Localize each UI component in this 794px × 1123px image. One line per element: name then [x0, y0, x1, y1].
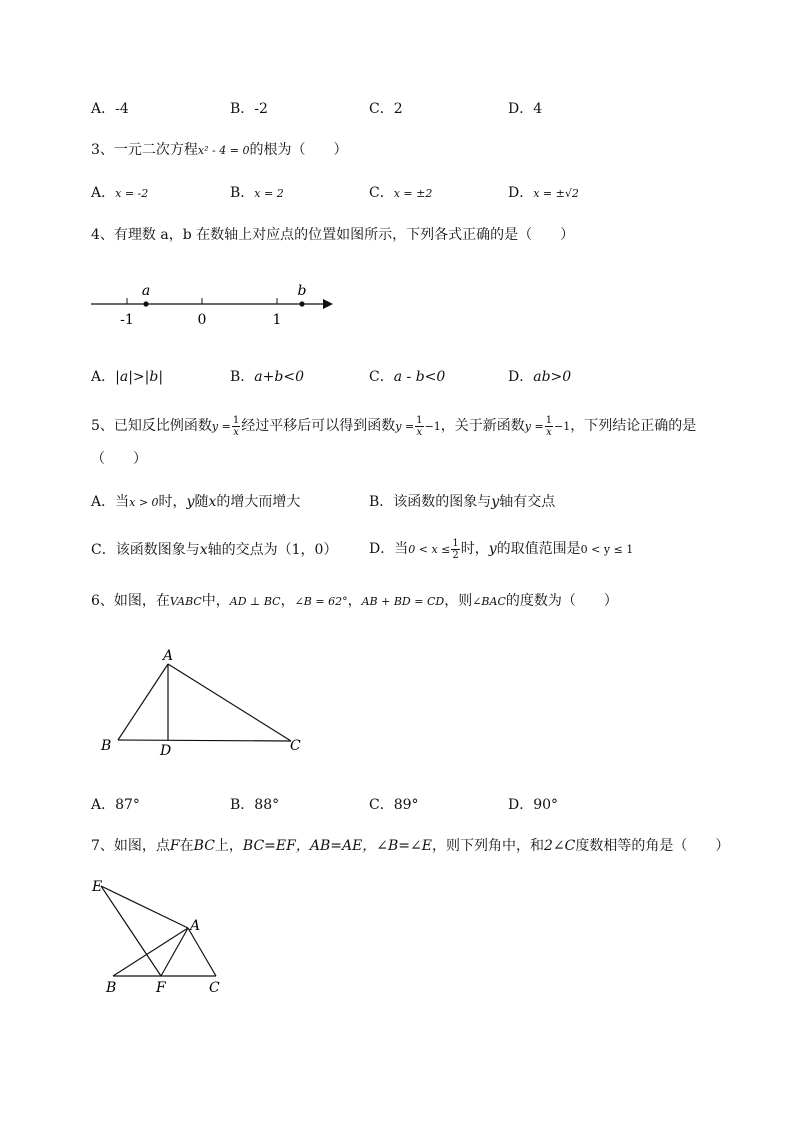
vertex-label-b: B — [106, 980, 117, 996]
q4-option-b-letter: B． — [230, 369, 255, 385]
vertex-label-a: A — [190, 918, 201, 934]
q4-option-d-expr: ab>0 — [533, 369, 572, 385]
q5-option-c-x: x — [199, 542, 208, 558]
q5-frac-2-den: x — [416, 426, 423, 438]
q6-option-c: C．89° — [369, 797, 419, 813]
q5-option-d-text-1: D．当 — [369, 541, 409, 557]
q5-option-a-x: x — [208, 494, 217, 510]
q5-option-b-text-1: B．该函数的图象与 — [369, 494, 492, 510]
q6-triangle-figure — [95, 642, 315, 760]
q6-cond-4: ∠BAC — [472, 595, 506, 608]
q5-text-2: 经过平移后可以得到函数 — [241, 418, 396, 434]
segment-ef — [101, 886, 161, 976]
q2-option-b: B．-2 — [230, 101, 268, 117]
tick-label-neg-one: -1 — [120, 312, 134, 328]
vertex-label-f: F — [156, 980, 166, 996]
q6-text-3: ，则 — [444, 593, 473, 609]
q6-sep-1: ， — [280, 593, 295, 609]
q4-option-b-expr: a+b<0 — [254, 369, 304, 385]
vertex-label-c: C — [209, 980, 220, 996]
q5-option-d-frac — [451, 538, 459, 561]
q3-option-d-letter: D． — [508, 185, 534, 201]
side-ab — [118, 664, 168, 740]
tick-label-one: 1 — [272, 312, 282, 328]
q5-frac-3 — [545, 415, 553, 438]
q6-stem — [91, 591, 618, 612]
q4-option-c-expr: a - b<0 — [393, 369, 446, 385]
q5-text-4: ，下列结论正确的是 — [570, 418, 697, 434]
q5-option-a-text-3: 随 — [194, 494, 209, 510]
q5-stem — [91, 413, 696, 440]
q5-y-eq-3: y = — [524, 420, 544, 433]
q7-segment-bc: BC — [193, 838, 215, 854]
q3-option-d — [508, 183, 579, 204]
vertex-label-d: D — [160, 743, 172, 759]
q5-option-c — [91, 540, 337, 560]
q3-stem-text: 3、一元二次方程 — [91, 142, 198, 158]
q5-text-1: 5、已知反比例函数 — [91, 418, 212, 434]
q3-stem — [91, 140, 347, 161]
q5-text-3: ，关于新函数 — [440, 418, 525, 434]
q5-option-a-text-1: A．当 — [91, 494, 130, 510]
q5-y-eq-1: y = — [211, 420, 231, 433]
q3-option-c — [369, 183, 432, 204]
q5-option-a-text-4: 的增大而增大 — [216, 494, 301, 510]
q5-minus-one-1: −1 — [424, 420, 441, 433]
segment-ba — [113, 928, 188, 976]
q5-option-d-frac-num: 1 — [452, 537, 459, 549]
q7-conditions: BC=EF，AB=AE，∠B=∠E — [242, 838, 432, 854]
segment-ac — [188, 928, 216, 976]
q5-frac-2 — [415, 415, 423, 438]
q4-option-a-expr: |a|>|b| — [115, 369, 164, 385]
q4-option-a-letter: A． — [91, 369, 116, 385]
q7-text-3: 上， — [214, 838, 243, 854]
q6-triangle: VABC — [169, 595, 202, 608]
q5-frac-3-num: 1 — [545, 414, 553, 426]
q5-option-a-text-2: 时， — [158, 494, 187, 510]
q5-frac-2-num: 1 — [416, 414, 423, 426]
vertex-label-c: C — [290, 738, 301, 754]
q7-figure — [88, 875, 238, 1000]
q4-option-d — [508, 367, 571, 387]
q3-equation: x² - 4 = 0 — [197, 144, 250, 157]
q5-option-b-y: y — [491, 494, 500, 510]
q3-option-c-expr: x = ±2 — [393, 187, 433, 200]
q5-option-a-y: y — [186, 494, 195, 510]
point-a — [143, 301, 148, 306]
q4-number-line — [85, 278, 345, 332]
vertex-label-b: B — [101, 738, 112, 754]
q7-stem — [91, 836, 729, 856]
q6-text-4: 的度数为（ ） — [505, 593, 618, 609]
q4-option-d-letter: D． — [508, 369, 534, 385]
q4-option-b — [230, 367, 304, 387]
q6-text-2: 中， — [201, 593, 230, 609]
q5-option-d-frac-den: 2 — [452, 549, 459, 561]
q5-minus-one-2: −1 — [554, 420, 571, 433]
q3-option-a-letter: A． — [91, 185, 116, 201]
vertex-label-a: A — [163, 648, 174, 664]
q7-point-f: F — [169, 838, 180, 854]
q3-option-c-letter: C． — [369, 185, 394, 201]
point-b — [299, 301, 304, 306]
q7-text-4: ，则下列角中，和 — [432, 838, 544, 854]
q5-frac-1 — [232, 415, 240, 438]
label-a: a — [141, 283, 151, 299]
segment-ea — [101, 886, 188, 928]
q6-sep-2: ， — [347, 593, 362, 609]
q5-option-d-y: y — [488, 541, 497, 557]
q6-cond-2: ∠B = 62° — [294, 595, 348, 608]
q3-option-d-expr: x = ±√2 — [533, 187, 579, 200]
q6-option-a: A．87° — [91, 797, 140, 813]
q4-option-a — [91, 367, 163, 387]
q7-text-5: 度数相等的角是（ ） — [575, 838, 730, 854]
q3-option-b — [230, 183, 284, 204]
vertex-label-e: E — [92, 879, 103, 895]
q2-option-c: C．2 — [369, 101, 403, 117]
q5-option-d-expr: 0 < x ≤ — [408, 543, 451, 556]
q2-option-a: A．-4 — [91, 101, 129, 117]
q6-cond-1: AD ⊥ BC — [229, 595, 281, 608]
q5-option-d-text-3: 的取值范围是 — [496, 541, 581, 557]
number-line-arrow-icon — [323, 299, 333, 309]
q5-frac-1-num: 1 — [232, 414, 240, 426]
q5-option-d-text-2: 时， — [460, 541, 489, 557]
q2-option-d: D．4 — [508, 101, 543, 117]
q5-frac-3-den: x — [546, 426, 552, 438]
q3-option-b-expr: x = 2 — [254, 187, 284, 200]
q3-stem-tail: 的根为（ ） — [249, 142, 348, 158]
q6-option-d: D．90° — [508, 797, 559, 813]
q5-option-c-text-2: 轴的交点为（1，0） — [207, 542, 338, 558]
q4-option-c — [369, 367, 445, 387]
q6-text-1: 6、如图，在 — [91, 593, 170, 609]
q5-option-d-range: 0 < y ≤ 1 — [580, 543, 634, 556]
side-ac — [168, 664, 291, 741]
q5-stem-paren: （ ） — [91, 451, 147, 467]
tick-label-zero: 0 — [197, 312, 207, 328]
q4-stem: 4、有理数 a，b 在数轴上对应点的位置如图所示，下列各式正确的是（ ） — [91, 227, 575, 243]
q5-option-b — [369, 492, 555, 512]
q3-option-a-expr: x = -2 — [115, 187, 149, 200]
q5-frac-1-den: x — [233, 426, 239, 438]
q5-option-c-text-1: C．该函数图象与 — [91, 542, 200, 558]
q7-text-1: 7、如图，点 — [91, 838, 170, 854]
q5-option-a-expr: x > 0 — [129, 496, 159, 509]
q5-option-a — [91, 492, 300, 513]
q5-y-eq-2: y = — [395, 420, 415, 433]
q4-option-c-letter: C． — [369, 369, 394, 385]
q7-text-2: 在 — [179, 838, 194, 854]
segment-fa — [161, 928, 188, 976]
q5-option-d — [369, 536, 633, 563]
q3-option-b-letter: B． — [230, 185, 255, 201]
q6-cond-3: AB + BD = CD — [361, 595, 445, 608]
q6-option-b: B．88° — [230, 797, 280, 813]
side-bc — [118, 740, 291, 741]
label-b: b — [297, 283, 307, 299]
q3-option-a — [91, 183, 148, 204]
q7-angle: 2∠C — [544, 838, 576, 854]
q5-option-b-text-2: 轴有交点 — [499, 494, 556, 510]
